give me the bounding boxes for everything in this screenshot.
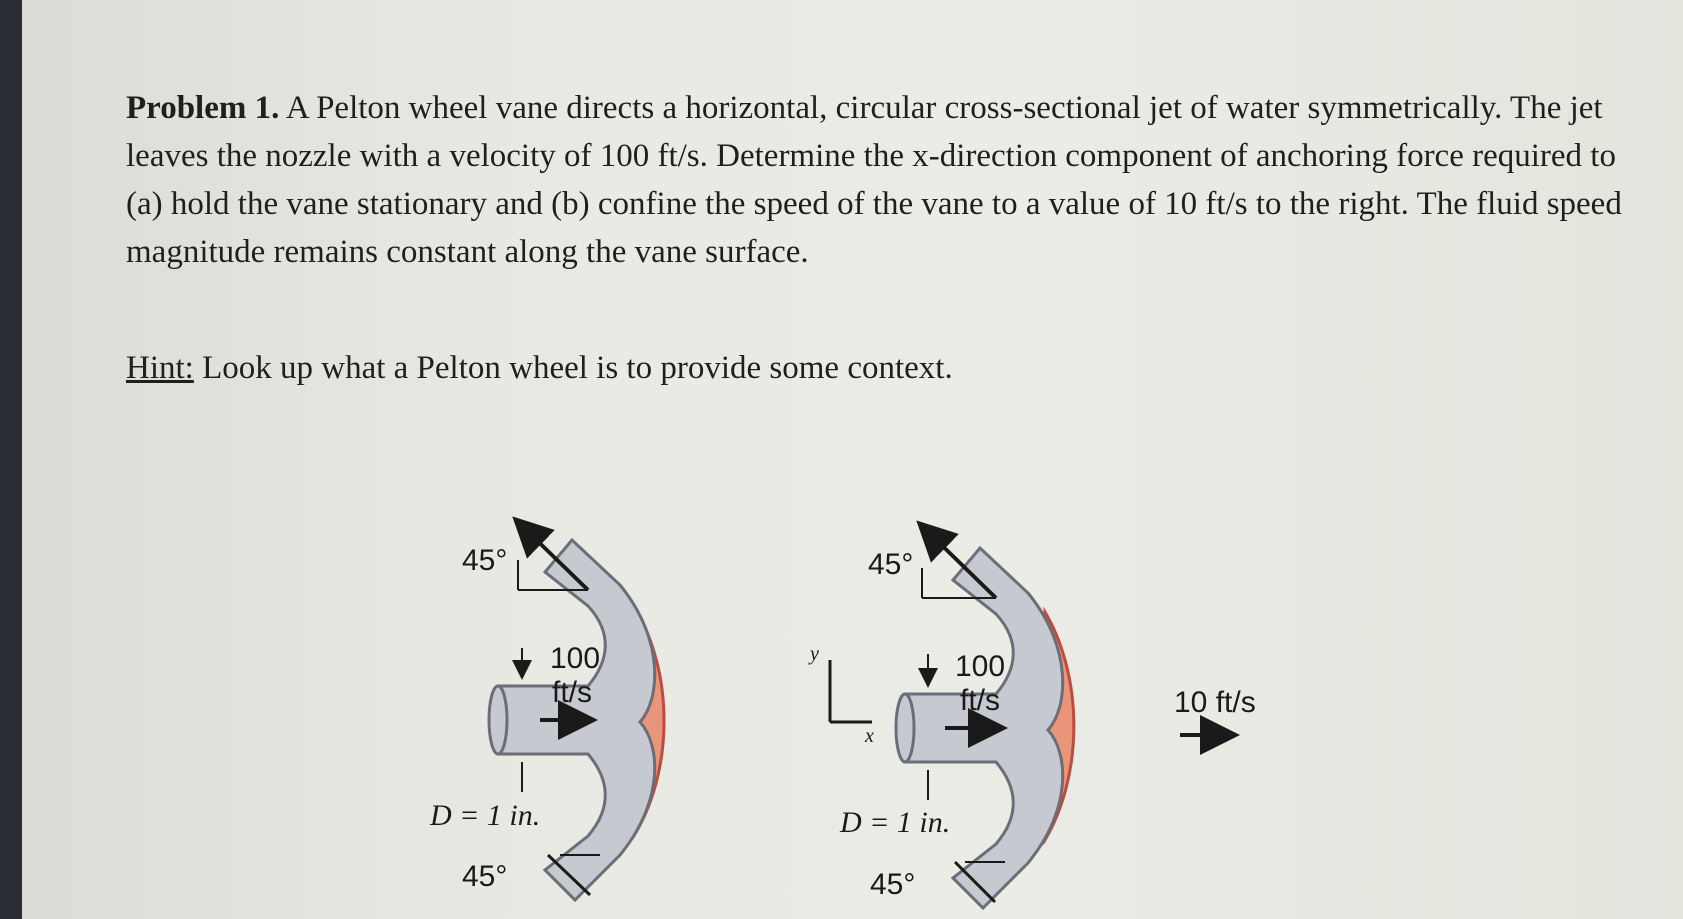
diameter-left: D = 1 in. (430, 799, 541, 832)
figure-right-moving (808, 526, 1256, 908)
nozzle-end-right (896, 694, 914, 762)
angle-top-left: 45° (462, 544, 508, 577)
angle-top-right: 45° (868, 548, 914, 581)
speed-value-left: 100 (550, 642, 601, 675)
speed-unit-left: ft/s (552, 676, 593, 709)
vane-speed-label: 10 ft/s (1174, 686, 1256, 719)
nozzle-end-left (489, 686, 507, 754)
speed-value-right: 100 (955, 650, 1006, 683)
angle-bottom-right: 45° (870, 868, 916, 901)
diameter-right: D = 1 in. (840, 806, 951, 839)
figure-left-stationary (429, 522, 664, 900)
hint-label: Hint: (126, 350, 194, 386)
speed-unit-right: ft/s (960, 684, 1001, 717)
angle-bottom-left: 45° (462, 860, 508, 893)
problem-label: Problem 1. (126, 90, 280, 126)
problem-body: A Pelton wheel vane directs a horizontal, circular cross-sectional jet of water symmetrically. The jet leaves the nozzle with a velocity of 100 ft/s. Determine the x-direction component of anchoring force required to (a) hold the vane stationary and (b) confine the speed of the vane to a value of 10 ft/s to the right. The fluid speed magnitude remains constant along the vane surface. (126, 90, 1622, 270)
hint-text: Look up what a Pelton wheel is to provide some context. (202, 350, 953, 386)
axis-x-label: x (865, 725, 874, 747)
axis-y-label: y (810, 643, 819, 665)
